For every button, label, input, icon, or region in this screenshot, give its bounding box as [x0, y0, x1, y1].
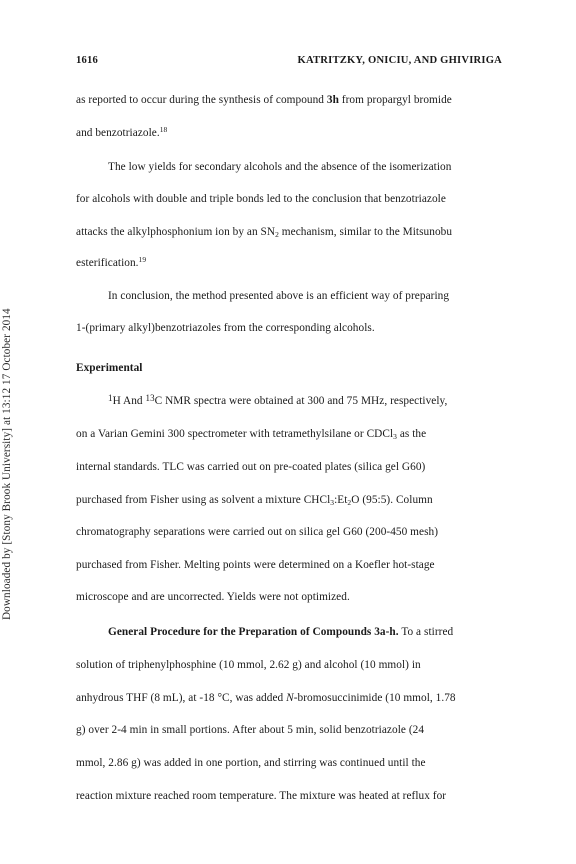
body-line: General Procedure for the Preparation of Compounds 3a-h. To a stirred	[108, 626, 454, 638]
body-line: and benzotriazole.$^{18}$	[76, 125, 168, 139]
download-watermark-text: Downloaded by [Stony Brook University] at 13:12 17 October 2014	[1, 308, 13, 620]
page-number: 1616	[76, 55, 98, 66]
body-line: microscope and are uncorrected. Yields were not optimized.	[76, 591, 350, 603]
section-heading: Experimental	[76, 362, 143, 374]
body-line: 1-(primary alkyl)benzotriazoles from the corresponding alcohols.	[76, 322, 375, 334]
compound-label: 3h	[326, 94, 339, 106]
body-line: mmol, 2.86 g) was added in one portion, and stirring was continued until the	[76, 757, 426, 769]
body-line: In conclusion, the method presented above is an efficient way of preparing	[108, 290, 450, 302]
body-line: purchased from Fisher. Melting points were determined on a Koefler hot-stage	[76, 559, 435, 571]
body-line: $^1$H And $^{13}$C NMR spectra were obtained at 300 and 75 MHz, respectively,	[108, 393, 448, 407]
body-line: purchased from Fisher using as solvent a mixture $CHCl_3:Et_2O$ (95:5). Column	[76, 494, 433, 507]
body-line: chromatography separations were carried out on silica gel G60 (200-450 mesh)	[76, 526, 439, 538]
body-line: The low yields for secondary alcohols and the absence of the isomerization	[108, 161, 452, 173]
body-line: esterification.$^{19}$	[76, 255, 147, 269]
procedure-heading: General Procedure for the Preparation of Compounds 3a-h.	[108, 626, 399, 638]
body-line: anhydrous THF (8 mL), at -18 °C, was added N-bromosuccinimide (10 mmol, 1.78	[76, 692, 456, 704]
reference-mark: 18	[159, 125, 168, 134]
download-watermark	[0, 0, 30, 864]
body-line: g) over 2-4 min in small portions. After about 5 min, solid benzotriazole (24	[76, 724, 425, 736]
body-line: reaction mixture reached room temperature. The mixture was heated at reflux for	[76, 790, 447, 802]
body-line: on a Varian Gemini 300 spectrometer with tetramethylsilane or CDCl$_3$ as the	[76, 428, 427, 441]
body-line: as reported to occur during the synthesis of compound 3h from propargyl bromide	[76, 94, 452, 106]
body-line: solution of triphenylphosphine (10 mmol, 2.62 g) and alcohol (10 mmol) in	[76, 659, 421, 671]
body-line: for alcohols with double and triple bonds led to the conclusion that benzotriazole	[76, 193, 446, 205]
body-line: internal standards. TLC was carried out on pre-coated plates (silica gel G60)	[76, 461, 426, 473]
reference-mark: 19	[138, 255, 147, 264]
running-head-authors: KATRITZKY, ONICIU, AND GHIVIRIGA	[297, 55, 502, 66]
body-line: attacks the alkylphosphonium ion by an $SN_2$ mechanism, similar to the Mitsunobu	[76, 226, 453, 239]
